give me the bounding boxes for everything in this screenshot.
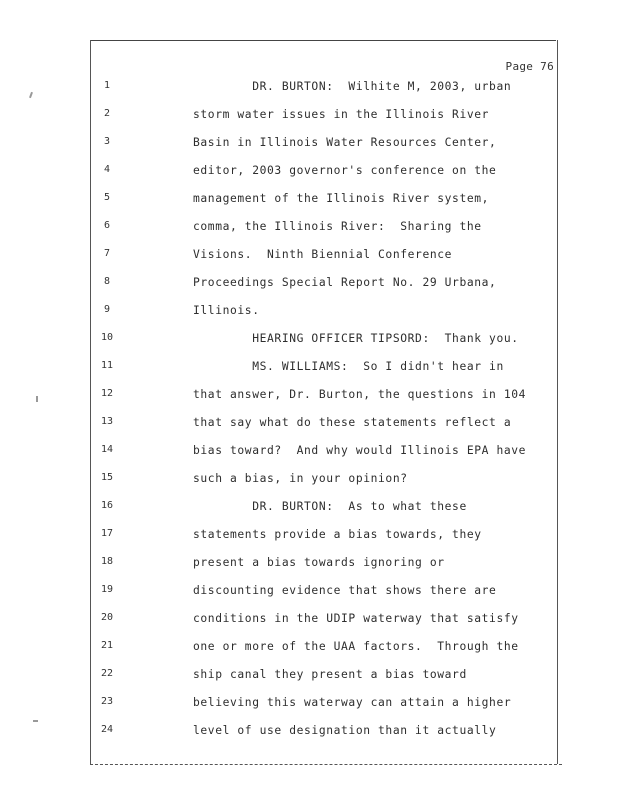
line-number: 17 — [100, 528, 114, 539]
line-number: 5 — [103, 192, 111, 203]
page-number-label: Page 76 — [505, 60, 554, 73]
line-number: 1 — [103, 80, 111, 91]
line-number: 24 — [100, 724, 114, 735]
line-number: 20 — [100, 612, 114, 623]
transcript-line: Proceedings Special Report No. 29 Urbana, — [193, 276, 497, 289]
line-number: 15 — [100, 472, 114, 483]
line-number: 19 — [100, 584, 114, 595]
line-number: 3 — [103, 136, 111, 147]
line-number: 12 — [100, 388, 114, 399]
line-number: 16 — [100, 500, 114, 511]
transcript-line: DR. BURTON: As to what these — [193, 500, 467, 513]
transcript-line: editor, 2003 governor's conference on the — [193, 164, 497, 177]
transcript-line: discounting evidence that shows there are — [193, 584, 497, 597]
scan-speck — [29, 92, 33, 98]
transcript-line: that say what do these statements reflect a — [193, 416, 512, 429]
transcript-line: present a bias towards ignoring or — [193, 556, 445, 569]
transcript-line: HEARING OFFICER TIPSORD: Thank you. — [193, 332, 519, 345]
transcript-line: management of the Illinois River system, — [193, 192, 490, 205]
transcript-line: bias toward? And why would Illinois EPA have — [193, 444, 527, 457]
scan-speck — [36, 396, 38, 402]
line-number: 22 — [100, 668, 114, 679]
transcript-line: Illinois. — [193, 304, 260, 317]
transcript-line: Visions. Ninth Biennial Conference — [193, 248, 453, 261]
transcript-line: MS. WILLIAMS: So I didn't hear in — [193, 360, 504, 373]
line-number: 18 — [100, 556, 114, 567]
transcript-line: believing this waterway can attain a higher — [193, 696, 512, 709]
line-number: 2 — [103, 108, 111, 119]
transcript-line: DR. BURTON: Wilhite M, 2003, urban — [193, 80, 512, 93]
bottom-rule — [90, 764, 562, 765]
transcript-line: ship canal they present a bias toward — [193, 668, 467, 681]
line-number: 13 — [100, 416, 114, 427]
transcript-line: such a bias, in your opinion? — [193, 472, 408, 485]
transcript-line: that answer, Dr. Burton, the questions in 104 — [193, 388, 527, 401]
line-number: 14 — [100, 444, 114, 455]
line-number: 9 — [103, 304, 111, 315]
line-number: 4 — [103, 164, 111, 175]
line-number: 21 — [100, 640, 114, 651]
transcript-line: level of use designation than it actually — [193, 724, 497, 737]
transcript-line: comma, the Illinois River: Sharing the — [193, 220, 482, 233]
line-number: 7 — [103, 248, 111, 259]
transcript-line: Basin in Illinois Water Resources Center, — [193, 136, 497, 149]
line-number: 10 — [100, 332, 114, 343]
transcript-line: statements provide a bias towards, they — [193, 528, 482, 541]
line-number: 6 — [103, 220, 111, 231]
scan-speck — [33, 720, 38, 722]
line-number: 8 — [103, 276, 111, 287]
transcript-line: conditions in the UDIP waterway that satisfy — [193, 612, 519, 625]
transcript-line: one or more of the UAA factors. Through the — [193, 640, 519, 653]
line-number: 23 — [100, 696, 114, 707]
line-number: 11 — [100, 360, 114, 371]
transcript-line: storm water issues in the Illinois River — [193, 108, 490, 121]
